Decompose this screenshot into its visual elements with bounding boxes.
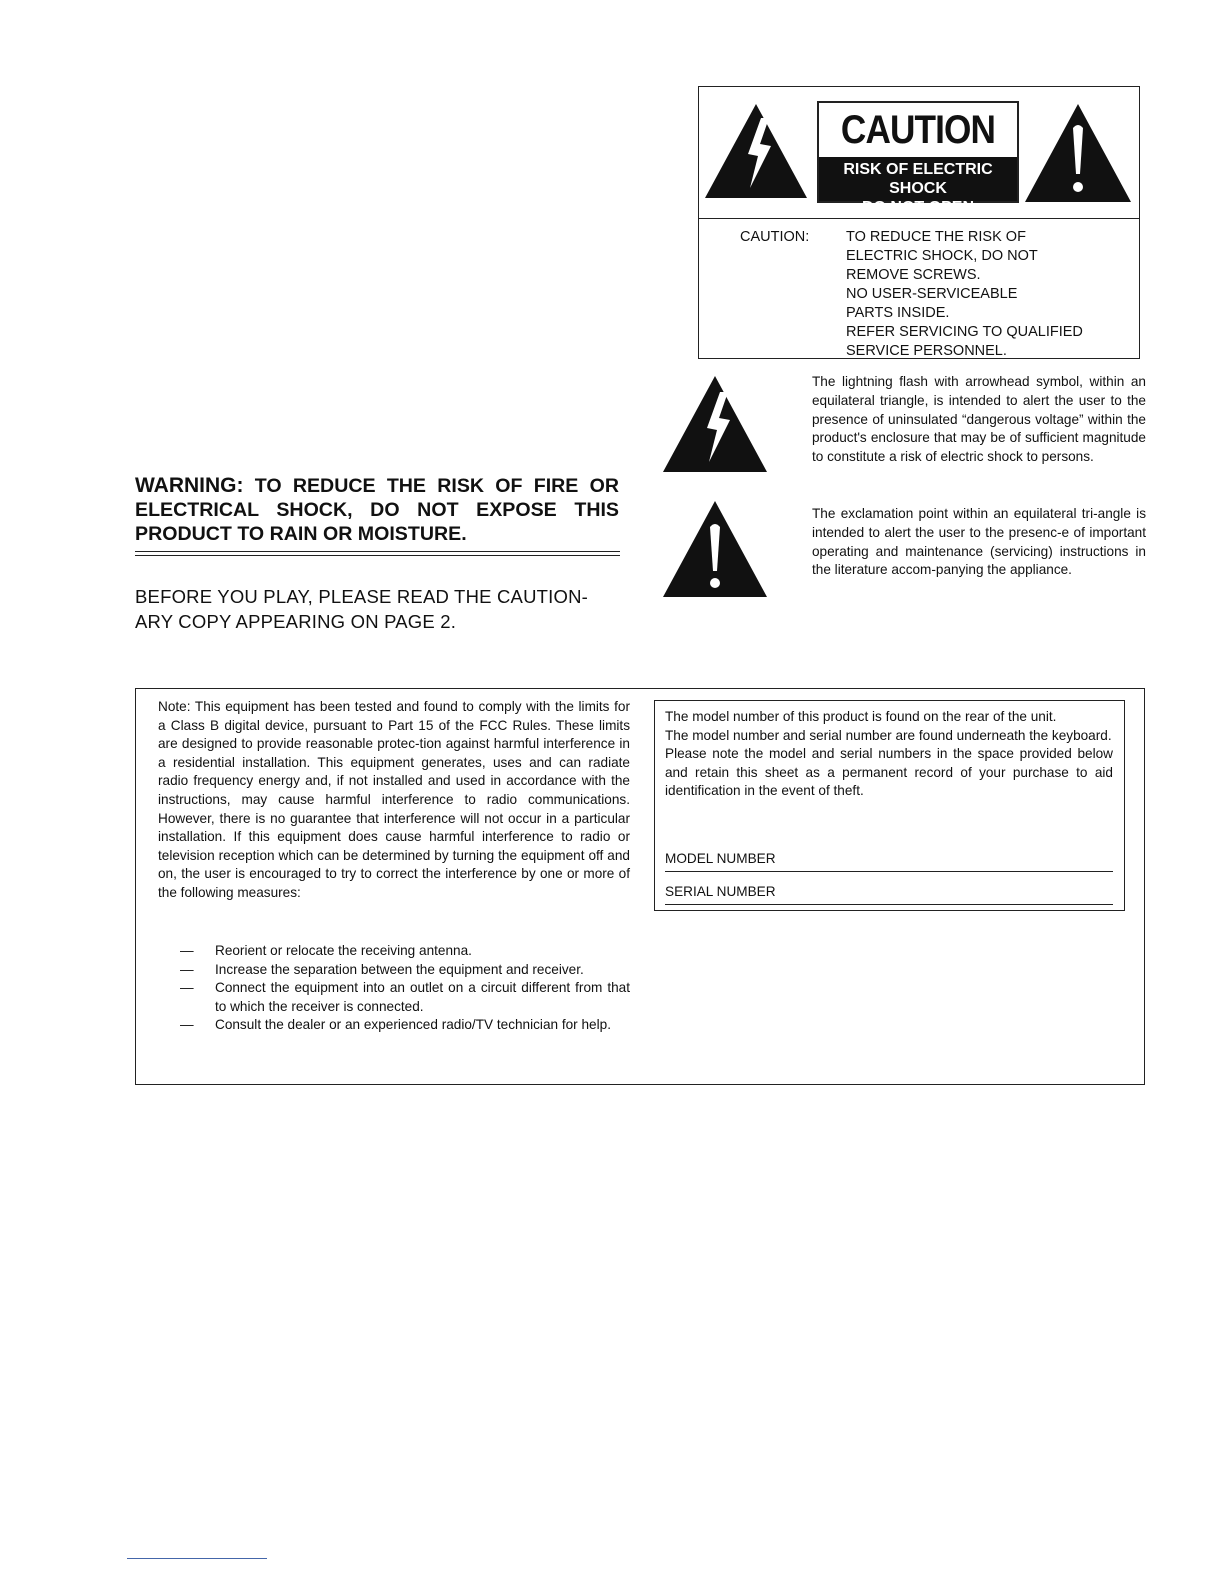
caution-body-line: PARTS INSIDE. xyxy=(846,305,950,321)
list-item xyxy=(158,961,630,980)
lightning-warning-icon xyxy=(703,102,809,200)
list-item xyxy=(158,942,630,961)
list-item xyxy=(158,979,630,1016)
dash-bullet: — xyxy=(180,980,194,996)
serial-number-field xyxy=(665,904,1113,905)
before-play-notice xyxy=(135,584,619,634)
exclamation-explanation: The exclamation point within an equilateral tri-angle is intended to alert the user to the presenc-e of important operating and maintenance (servicing) instructions in the literature accom-panying the appliance. xyxy=(812,506,1146,578)
caution-lead: CAUTION: xyxy=(740,229,810,245)
model-number-label: MODEL NUMBER xyxy=(665,851,776,866)
caution-body-line: TO REDUCE THE RISK OF xyxy=(846,229,1026,245)
caution-band-line2: DO NOT OPEN xyxy=(861,199,974,216)
caution-band xyxy=(819,157,1017,216)
caution-body-line: REFER SERVICING TO QUALIFIED xyxy=(846,324,1083,340)
list-item xyxy=(158,1016,630,1035)
caution-body-line: ELECTRIC SHOCK, DO NOT xyxy=(846,248,1038,264)
caution-body xyxy=(846,228,1136,361)
model-number-field xyxy=(665,871,1113,872)
before-play-line1: BEFORE YOU PLAY, PLEASE READ THE CAUTION- xyxy=(135,586,589,607)
exclamation-warning-icon xyxy=(1023,102,1133,204)
caution-band-line1: RISK OF ELECTRIC SHOCK xyxy=(843,161,993,197)
caution-body-line: SERVICE PERSONNEL. xyxy=(846,343,1007,359)
lightning-explanation: The lightning flash with arrowhead symbol, within an equilateral triangle, is intended to alert the user to the presence of uninsulated “dangerous voltage” within the product's enclosure that may be of sufficient magnitude to constitute a risk of electric shock to persons. xyxy=(812,374,1146,465)
lightning-triangle-icon xyxy=(661,374,769,474)
measure-text: Increase the separation between the equipment and receiver. xyxy=(215,961,584,977)
record-instructions: Please note the model and serial numbers in the space provided below and retain this sheet as a permanent record of your purchase to aid identification in the event of theft. xyxy=(665,746,1113,799)
dash-bullet: — xyxy=(180,943,194,958)
measure-text: Reorient or relocate the receiving antenna. xyxy=(215,943,472,958)
exclamation-triangle-icon xyxy=(661,499,769,599)
fcc-measures-list xyxy=(158,942,630,1035)
dash-bullet: — xyxy=(180,1017,194,1033)
footer-rule xyxy=(127,1558,267,1559)
serial-location-text: The model number and serial number are found underneath the keyboard. xyxy=(665,727,1112,743)
warning-double-rule xyxy=(135,551,620,556)
before-play-line2: ARY COPY APPEARING ON PAGE 2. xyxy=(135,611,457,632)
serial-number-label: SERIAL NUMBER xyxy=(665,884,776,899)
warning-text: TO REDUCE THE RISK OF FIRE OR ELECTRICAL SHOCK, DO NOT EXPOSE THIS PRODUCT TO RAIN OR MOISTURE. xyxy=(135,475,619,545)
warning-statement xyxy=(135,474,619,546)
caution-divider xyxy=(698,218,1140,219)
measure-text: Connect the equipment into an outlet on a circuit different from that to which the receiver is connected. xyxy=(215,980,630,1014)
fcc-note: Note: This equipment has been tested and found to comply with the limits for a Class B digital device, pursuant to Part 15 of the FCC Rules. These limits are designed to provide reasonable protec-tion against harmful interference in a residential installation. This equipment generates, uses and can radiate radio frequency energy and, if not installed and used in accordance with the instructions, may cause harmful interference to radio communications. However, there is no guarantee that interference will not occur in a particular installation. If this equipment does cause harmful interference to radio or television reception which can be determined by turning the equipment off and on, the user is encouraged to try to correct the interference by one or more of the following measures: xyxy=(158,699,630,900)
caution-body-line: REMOVE SCREWS. xyxy=(846,267,981,283)
caution-title: CAUTION xyxy=(840,108,996,152)
dash-bullet: — xyxy=(180,961,194,977)
caution-body-line: NO USER-SERVICEABLE xyxy=(846,286,1018,302)
warning-lead: WARNING: xyxy=(135,474,244,497)
model-serial-info xyxy=(665,708,1113,801)
measure-text: Consult the dealer or an experienced radio/TV technician for help. xyxy=(215,1017,611,1033)
model-location-text: The model number of this product is found on the rear of the unit. xyxy=(665,709,1057,724)
